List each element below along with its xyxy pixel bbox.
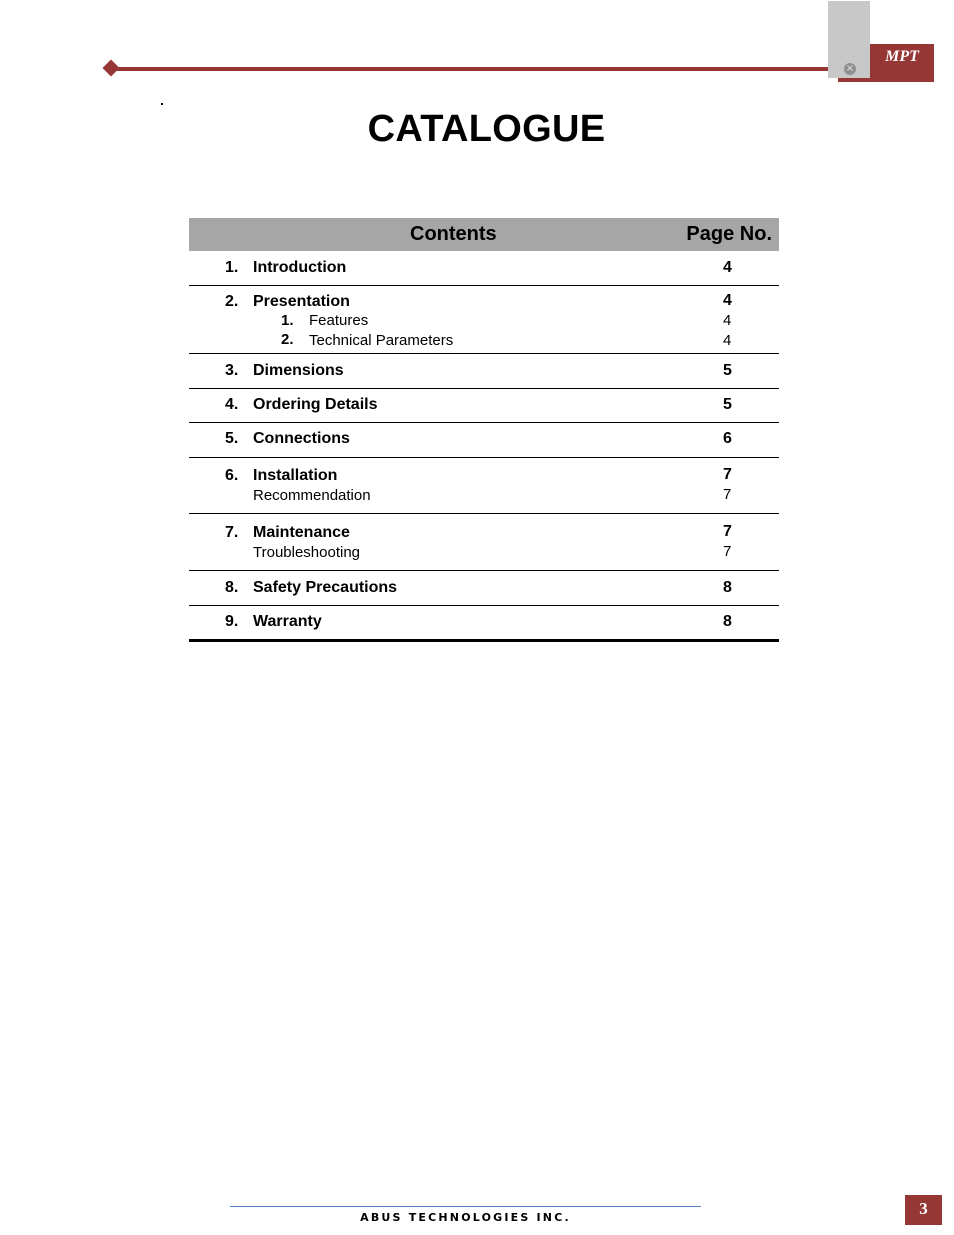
toc-page: 8 [723, 579, 732, 596]
toc-sub-number: 1. [281, 312, 294, 329]
footer-company: ABUS TECHNOLOGIES INC. [360, 1211, 571, 1224]
table-header [189, 218, 779, 251]
toc-title: Maintenance [253, 524, 350, 541]
toc-page: 6 [723, 430, 732, 447]
toc-row-maintenance[interactable] [189, 514, 779, 571]
toc-title: Safety Precautions [253, 579, 398, 596]
toc-title: Dimensions [253, 362, 344, 379]
toc-row-ordering-details[interactable] [189, 389, 779, 423]
toc-title: Warranty [253, 613, 322, 630]
toc-row-safety-precautions[interactable] [189, 571, 779, 606]
page-title: CATALOGUE [367, 108, 606, 150]
toc-number: 5. [225, 430, 239, 447]
toc-row-introduction[interactable] [189, 251, 779, 286]
toc-sub-page: 7 [723, 486, 732, 503]
toc-sub-title: Features [309, 312, 369, 329]
logo [870, 44, 934, 82]
toc-number: 8. [225, 579, 239, 596]
toc-sub-number: 2. [281, 331, 294, 348]
toc-title: Ordering Details [253, 396, 378, 413]
toc-row-installation[interactable] [189, 458, 779, 514]
footer-rule [230, 1206, 701, 1207]
toc-sub-title: Troubleshooting [253, 544, 361, 561]
toc-sub-page: 4 [723, 332, 732, 349]
toc-page: 7 [723, 523, 732, 540]
toc-sub-page: 4 [723, 312, 732, 329]
toc-page: 8 [723, 613, 732, 630]
header-tab [828, 1, 870, 78]
toc-row-connections[interactable] [189, 423, 779, 458]
toc-page: 5 [723, 396, 732, 413]
toc-sub-title: Recommendation [253, 487, 371, 504]
toc-number: 2. [225, 293, 239, 310]
stray-mark [161, 103, 163, 105]
logo-underline [838, 78, 870, 82]
toc-title: Connections [253, 430, 350, 447]
toc-title: Installation [253, 467, 338, 484]
toc-number: 7. [225, 524, 239, 541]
page-column-header: Page No. [686, 223, 772, 245]
logo-text: MPT [885, 48, 919, 65]
toc-row-presentation[interactable] [189, 286, 779, 354]
toc-row-dimensions[interactable] [189, 354, 779, 389]
toc-row-warranty[interactable] [189, 606, 779, 642]
toc-number: 4. [225, 396, 239, 413]
toc-page: 4 [723, 292, 732, 309]
toc-title: Presentation [253, 293, 350, 310]
toc-sub-title: Technical Parameters [309, 332, 454, 349]
contents-table [189, 218, 779, 642]
toc-number: 6. [225, 467, 239, 484]
toc-number: 9. [225, 613, 239, 630]
circle-x-icon: × [845, 63, 855, 74]
diamond-icon [103, 60, 120, 77]
toc-title: Introduction [253, 259, 347, 276]
toc-sub-page: 7 [723, 543, 732, 560]
toc-page: 5 [723, 362, 732, 379]
toc-number: 3. [225, 362, 239, 379]
page-number: 3 [919, 1199, 928, 1218]
toc-number: 1. [225, 259, 239, 276]
toc-page: 7 [723, 466, 732, 483]
page-number-badge [905, 1195, 942, 1225]
contents-column-header: Contents [410, 223, 497, 245]
header-rule [112, 67, 828, 71]
toc-page: 4 [723, 259, 732, 276]
